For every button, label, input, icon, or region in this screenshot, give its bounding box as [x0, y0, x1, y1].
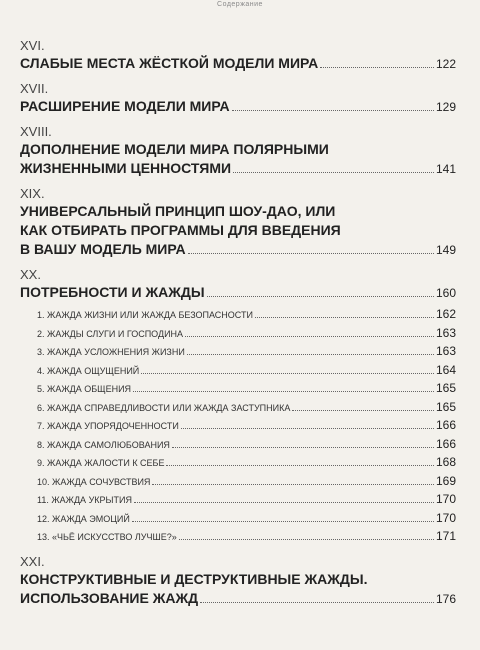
page-number: 160: [435, 286, 456, 300]
page-number: 164: [435, 362, 456, 377]
chapter-title-line: [20, 283, 456, 303]
chapter-title[interactable]: ИСПОЛЬЗОВАНИЕ ЖАЖД: [20, 589, 199, 606]
subsection-entry[interactable]: [37, 454, 456, 473]
subsection-title: 1. ЖАЖДА ЖИЗНИ ИЛИ ЖАЖДА БЕЗОПАСНОСТИ: [37, 310, 253, 320]
chapter-title[interactable]: КАК ОТБИРАТЬ ПРОГРАММЫ ДЛЯ ВВЕДЕНИЯ: [20, 222, 341, 238]
dot-leader: [233, 172, 434, 173]
page-number: 163: [435, 344, 456, 358]
page-number: 169: [435, 473, 456, 488]
dot-leader: [200, 602, 434, 603]
dot-leader: [181, 428, 434, 429]
chapter-entry[interactable]: [20, 81, 456, 117]
subsection-title: 6. ЖАЖДА СПРАВЕДЛИВОСТИ ИЛИ ЖАЖДА ЗАСТУПНИКА: [37, 402, 291, 413]
dot-leader: [292, 410, 434, 411]
subsection-entry[interactable]: [37, 362, 456, 381]
chapter-number: XIX.: [20, 186, 45, 201]
subsection-title: 3. ЖАЖДА УСЛОЖНЕНИЯ ЖИЗНИ: [37, 347, 185, 357]
chapter-entry[interactable]: [20, 124, 456, 179]
chapter-title-line: [20, 589, 456, 609]
subsection-title: 5. ЖАЖДА ОБЩЕНИЯ: [37, 384, 132, 394]
subsection-title: 13. «ЧЬЁ ИСКУССТВО ЛУЧШЕ?»: [37, 532, 177, 542]
dot-leader: [132, 521, 434, 522]
subsection-entry[interactable]: [37, 417, 456, 436]
page-number: 162: [435, 307, 456, 321]
chapter-entry[interactable]: [20, 186, 456, 260]
page-number: 166: [435, 418, 456, 432]
chapter-title-line: [20, 159, 456, 179]
chapter-entry[interactable]: [20, 554, 456, 609]
subsection-list: [20, 306, 456, 547]
chapter-title[interactable]: РАСШИРЕНИЕ МОДЕЛИ МИРА: [20, 98, 230, 114]
chapter-entry[interactable]: [20, 267, 456, 547]
chapter-number: XX.: [20, 267, 41, 282]
dot-leader: [133, 391, 434, 392]
subsection-title: 7. ЖАЖДА УПОРЯДОЧЕННОСТИ: [37, 421, 179, 431]
dot-leader: [166, 465, 434, 466]
chapter-number: XXI.: [20, 553, 45, 569]
chapter-number: XVII.: [20, 81, 49, 96]
chapter-title[interactable]: УНИВЕРСАЛЬНЫЙ ПРИНЦИП ШОУ-ДАО, ИЛИ: [20, 203, 336, 219]
dot-leader: [179, 539, 434, 540]
subsection-entry[interactable]: [37, 436, 456, 455]
subsection-title: 2. ЖАЖДЫ СЛУГИ И ГОСПОДИНА: [37, 328, 184, 339]
dot-leader: [172, 447, 434, 448]
page-number: 165: [435, 381, 456, 395]
page-number: 165: [435, 399, 456, 414]
dot-leader: [207, 296, 434, 297]
chapter-number: XVI.: [20, 38, 45, 53]
chapter-title-line: [20, 202, 456, 221]
subsection-title: 11. ЖАЖДА УКРЫТИЯ: [37, 495, 132, 505]
subsection-entry[interactable]: [37, 399, 456, 418]
chapter-title-line: [20, 97, 456, 117]
chapter-entry[interactable]: [20, 38, 456, 74]
chapter-title[interactable]: СЛАБЫЕ МЕСТА ЖЁСТКОЙ МОДЕЛИ МИРА: [20, 55, 319, 71]
dot-leader: [152, 484, 434, 485]
page-number: 176: [435, 591, 456, 606]
page-number: 129: [435, 100, 456, 114]
page-number: 171: [435, 529, 456, 543]
subsection-title: 9. ЖАЖДА ЖАЛОСТИ К СЕБЕ: [37, 458, 165, 468]
subsection-entry[interactable]: [37, 491, 456, 510]
dot-leader: [134, 502, 434, 503]
chapter-title[interactable]: ЖИЗНЕННЫМИ ЦЕННОСТЯМИ: [20, 160, 232, 176]
subsection-title: 8. ЖАЖДА САМОЛЮБОВАНИЯ: [37, 439, 170, 450]
dot-leader: [185, 336, 434, 337]
dot-leader: [187, 354, 434, 355]
chapter-title-line: [20, 221, 456, 240]
chapter-title-line: [20, 54, 456, 74]
page-number: 122: [435, 57, 456, 71]
chapter-title[interactable]: ДОПОЛНЕНИЕ МОДЕЛИ МИРА ПОЛЯРНЫМИ: [20, 141, 329, 157]
page-number: 170: [435, 492, 456, 506]
subsection-entry[interactable]: [37, 380, 456, 399]
dot-leader: [188, 253, 434, 254]
chapter-number: XVIII.: [20, 124, 52, 139]
subsection-entry[interactable]: [37, 306, 456, 325]
chapter-title[interactable]: ПОТРЕБНОСТИ И ЖАЖДЫ: [20, 284, 205, 300]
subsection-title: 12. ЖАЖДА ЭМОЦИЙ: [37, 513, 130, 524]
chapter-title-line: [20, 570, 456, 589]
table-of-contents: [20, 38, 456, 616]
page-number: 166: [435, 436, 456, 451]
page-number: 149: [435, 243, 456, 257]
subsection-entry[interactable]: [37, 343, 456, 362]
chapter-title[interactable]: КОНСТРУКТИВНЫЕ И ДЕСТРУКТИВНЫЕ ЖАЖДЫ.: [20, 570, 368, 587]
page-number: 163: [435, 325, 456, 340]
subsection-entry[interactable]: [37, 510, 456, 529]
page-number: 170: [435, 510, 456, 525]
dot-leader: [141, 373, 434, 374]
dot-leader: [255, 317, 434, 318]
subsection-entry[interactable]: [37, 473, 456, 492]
chapter-title[interactable]: В ВАШУ МОДЕЛЬ МИРА: [20, 241, 186, 257]
running-header: Содержание: [217, 1, 263, 8]
subsection-title: 4. ЖАЖДА ОЩУЩЕНИЙ: [37, 365, 140, 376]
page-number: 168: [435, 455, 456, 469]
dot-leader: [232, 110, 434, 111]
subsection-entry[interactable]: [37, 528, 456, 547]
subsection-title: 10. ЖАЖДА СОЧУВСТВИЯ: [37, 476, 151, 487]
chapter-title-line: [20, 240, 456, 260]
page-number: 141: [435, 162, 456, 176]
subsection-entry[interactable]: [37, 325, 456, 344]
chapter-title-line: [20, 140, 456, 159]
dot-leader: [320, 67, 434, 68]
